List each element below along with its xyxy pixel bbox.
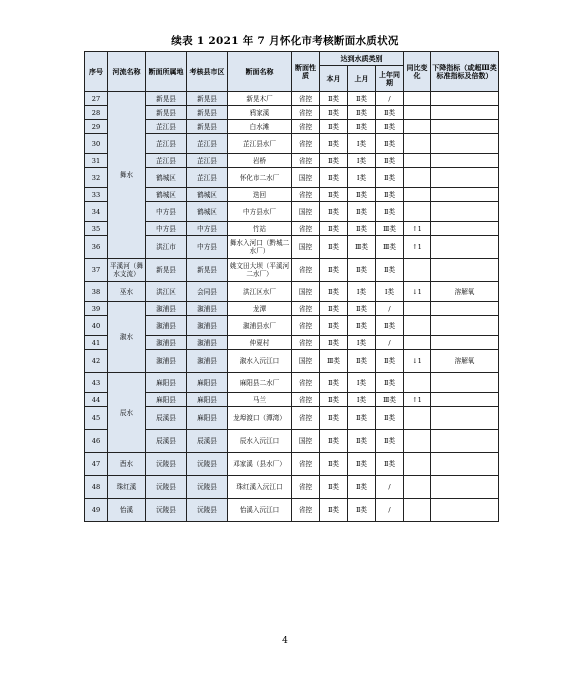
site-cell: 沅陵县: [146, 499, 187, 522]
table-row: [85, 350, 499, 373]
change-cell: [404, 476, 431, 499]
nature-cell: 国控: [292, 430, 320, 453]
county-cell: 溆浦县: [187, 336, 228, 350]
change-cell: [404, 302, 431, 316]
this-month-cell: Ⅱ类: [320, 188, 348, 202]
header-this-month: 本月: [320, 66, 348, 92]
this-month-cell: Ⅱ类: [320, 92, 348, 106]
last-month-cell: Ⅱ类: [348, 453, 376, 476]
indicator-cell: 溶解氧: [431, 282, 499, 302]
header-category-group: 达到水质类别: [320, 52, 404, 66]
nature-cell: 省控: [292, 476, 320, 499]
change-cell: [404, 120, 431, 134]
this-month-cell: Ⅱ类: [320, 106, 348, 120]
site-cell: 溆浦县: [146, 336, 187, 350]
river-name-cell: 珠红溪: [108, 476, 146, 499]
change-cell: ↑1: [404, 222, 431, 236]
row-number: 29: [85, 120, 108, 134]
row-number: 47: [85, 453, 108, 476]
table-row: [85, 92, 499, 106]
last-month-cell: Ⅱ类: [348, 222, 376, 236]
change-cell: [404, 453, 431, 476]
county-cell: 麻阳县: [187, 393, 228, 407]
last-year-cell: Ⅱ类: [376, 134, 404, 154]
last-month-cell: Ⅲ类: [348, 236, 376, 259]
section-name-cell: 溆水入沅江口: [228, 350, 292, 373]
table-row: [85, 453, 499, 476]
this-month-cell: Ⅱ类: [320, 407, 348, 430]
site-cell: 麻阳县: [146, 393, 187, 407]
this-month-cell: Ⅱ类: [320, 453, 348, 476]
last-month-cell: Ⅱ类: [348, 259, 376, 282]
county-cell: 新晃县: [187, 92, 228, 106]
table-title: 续表 1 2021 年 7 月怀化市考核断面水质状况: [171, 35, 399, 47]
nature-cell: 国控: [292, 168, 320, 188]
row-number: 34: [85, 202, 108, 222]
indicator-cell: [431, 393, 499, 407]
table-row: [85, 259, 499, 282]
last-month-cell: Ⅰ类: [348, 393, 376, 407]
this-month-cell: Ⅱ类: [320, 499, 348, 522]
indicator-cell: [431, 222, 499, 236]
last-month-cell: Ⅱ类: [348, 316, 376, 336]
river-name-cell: 怡溪: [108, 499, 146, 522]
row-number: 46: [85, 430, 108, 453]
site-cell: 芷江县: [146, 134, 187, 154]
county-cell: 溆浦县: [187, 316, 228, 336]
site-cell: 麻阳县: [146, 373, 187, 393]
header-last-year: 上年同期: [376, 66, 404, 92]
indicator-cell: 溶解氧: [431, 350, 499, 373]
last-month-cell: Ⅱ类: [348, 430, 376, 453]
site-cell: 洪江区: [146, 282, 187, 302]
table-row: [85, 168, 499, 188]
change-cell: [404, 168, 431, 188]
last-year-cell: Ⅱ类: [376, 453, 404, 476]
nature-cell: 省控: [292, 92, 320, 106]
county-cell: 新晃县: [187, 259, 228, 282]
row-number: 49: [85, 499, 108, 522]
table-row: [85, 430, 499, 453]
indicator-cell: [431, 188, 499, 202]
table-row: [85, 336, 499, 350]
section-name-cell: 姚文田大坝（平溪河二水厂）: [228, 259, 292, 282]
nature-cell: 国控: [292, 350, 320, 373]
section-name-cell: 迭回: [228, 188, 292, 202]
change-cell: [404, 134, 431, 154]
this-month-cell: Ⅱ类: [320, 236, 348, 259]
nature-cell: 省控: [292, 336, 320, 350]
table-row: [85, 222, 499, 236]
nature-cell: 国控: [292, 236, 320, 259]
header-river: 河流名称: [108, 52, 146, 92]
site-cell: 洪江市: [146, 236, 187, 259]
county-cell: 中方县: [187, 222, 228, 236]
site-cell: 中方县: [146, 222, 187, 236]
change-cell: [404, 316, 431, 336]
last-month-cell: Ⅰ类: [348, 134, 376, 154]
site-cell: 新晃县: [146, 92, 187, 106]
change-cell: [404, 259, 431, 282]
section-name-cell: 新晃木厂: [228, 92, 292, 106]
county-cell: 鹤城区: [187, 188, 228, 202]
last-month-cell: Ⅰ类: [348, 282, 376, 302]
table-row: [85, 373, 499, 393]
last-year-cell: Ⅱ类: [376, 188, 404, 202]
header-site: 断面所属地: [146, 52, 187, 92]
this-month-cell: Ⅱ类: [320, 393, 348, 407]
last-year-cell: Ⅰ类: [376, 282, 404, 302]
indicator-cell: [431, 168, 499, 188]
section-name-cell: 中方县水厂: [228, 202, 292, 222]
last-month-cell: Ⅰ类: [348, 373, 376, 393]
change-cell: [404, 336, 431, 350]
section-name-cell: 辰水入沅江口: [228, 430, 292, 453]
table-row: [85, 393, 499, 407]
indicator-cell: [431, 430, 499, 453]
site-cell: 新晃县: [146, 106, 187, 120]
county-cell: 芷江县: [187, 154, 228, 168]
site-cell: 新晃县: [146, 259, 187, 282]
row-number: 42: [85, 350, 108, 373]
header-seq: 序号: [85, 52, 108, 92]
this-month-cell: Ⅱ类: [320, 282, 348, 302]
last-year-cell: /: [376, 476, 404, 499]
indicator-cell: [431, 373, 499, 393]
row-number: 40: [85, 316, 108, 336]
site-cell: 溆浦县: [146, 350, 187, 373]
table-row: [85, 302, 499, 316]
last-year-cell: Ⅱ类: [376, 259, 404, 282]
site-cell: 辰溪县: [146, 407, 187, 430]
last-year-cell: Ⅱ类: [376, 350, 404, 373]
nature-cell: 省控: [292, 302, 320, 316]
change-cell: [404, 106, 431, 120]
site-cell: 溆浦县: [146, 316, 187, 336]
table-row: [85, 499, 499, 522]
nature-cell: 省控: [292, 222, 320, 236]
last-month-cell: Ⅱ类: [348, 499, 376, 522]
last-year-cell: Ⅲ类: [376, 236, 404, 259]
county-cell: 沅陵县: [187, 499, 228, 522]
section-name-cell: 溆浦县水厂: [228, 316, 292, 336]
last-year-cell: Ⅱ类: [376, 373, 404, 393]
this-month-cell: Ⅱ类: [320, 476, 348, 499]
site-cell: 沅陵县: [146, 476, 187, 499]
section-name-cell: 洪江区水厂: [228, 282, 292, 302]
header-last-month: 上月: [348, 66, 376, 92]
section-name-cell: 麻阳县二水厂: [228, 373, 292, 393]
last-month-cell: Ⅱ类: [348, 92, 376, 106]
this-month-cell: Ⅱ类: [320, 154, 348, 168]
table-row: [85, 316, 499, 336]
nature-cell: 省控: [292, 259, 320, 282]
change-cell: [404, 92, 431, 106]
county-cell: 新晃县: [187, 120, 228, 134]
table-row: [85, 282, 499, 302]
row-number: 48: [85, 476, 108, 499]
last-year-cell: Ⅱ类: [376, 120, 404, 134]
row-number: 33: [85, 188, 108, 202]
change-cell: [404, 407, 431, 430]
water-quality-table: [84, 51, 499, 522]
section-name-cell: 龙埠渡口（潭湾）: [228, 407, 292, 430]
nature-cell: 省控: [292, 154, 320, 168]
last-month-cell: Ⅱ类: [348, 350, 376, 373]
county-cell: 沅陵县: [187, 453, 228, 476]
this-month-cell: Ⅲ类: [320, 350, 348, 373]
last-month-cell: Ⅱ类: [348, 106, 376, 120]
change-cell: ↓1: [404, 350, 431, 373]
county-cell: 麻阳县: [187, 407, 228, 430]
last-month-cell: Ⅱ类: [348, 407, 376, 430]
indicator-cell: [431, 106, 499, 120]
section-name-cell: 岩桥: [228, 154, 292, 168]
river-name-chenshui: 辰水: [108, 373, 146, 453]
county-cell: 麻阳县: [187, 373, 228, 393]
last-year-cell: Ⅱ类: [376, 202, 404, 222]
indicator-cell: [431, 316, 499, 336]
indicator-cell: [431, 120, 499, 134]
row-number: 41: [85, 336, 108, 350]
section-name-cell: 邓家溪（县水厂）: [228, 453, 292, 476]
nature-cell: 省控: [292, 373, 320, 393]
last-year-cell: Ⅱ类: [376, 316, 404, 336]
table-row: [85, 106, 499, 120]
nature-cell: 省控: [292, 106, 320, 120]
row-number: 39: [85, 302, 108, 316]
page-number: 4: [282, 636, 288, 646]
this-month-cell: Ⅱ类: [320, 222, 348, 236]
section-name-cell: 舞水入河口（黔城二水厂）: [228, 236, 292, 259]
header-name: 断面名称: [228, 52, 292, 92]
table-row: [85, 188, 499, 202]
last-year-cell: Ⅱ类: [376, 106, 404, 120]
row-number: 43: [85, 373, 108, 393]
header-nature: 断面性质: [292, 52, 320, 92]
last-month-cell: Ⅰ类: [348, 336, 376, 350]
change-cell: [404, 154, 431, 168]
last-month-cell: Ⅰ类: [348, 154, 376, 168]
section-name-cell: 仲夏村: [228, 336, 292, 350]
site-cell: 鹤城区: [146, 188, 187, 202]
this-month-cell: Ⅱ类: [320, 134, 348, 154]
section-name-cell: 怡溪入沅江口: [228, 499, 292, 522]
site-cell: 芷江县: [146, 120, 187, 134]
last-month-cell: Ⅱ类: [348, 188, 376, 202]
site-cell: 沅陵县: [146, 453, 187, 476]
indicator-cell: [431, 453, 499, 476]
indicator-cell: [431, 336, 499, 350]
this-month-cell: Ⅱ类: [320, 168, 348, 188]
this-month-cell: Ⅱ类: [320, 373, 348, 393]
indicator-cell: [431, 202, 499, 222]
last-month-cell: Ⅱ类: [348, 120, 376, 134]
indicator-cell: [431, 476, 499, 499]
indicator-cell: [431, 499, 499, 522]
this-month-cell: Ⅱ类: [320, 202, 348, 222]
change-cell: [404, 373, 431, 393]
table-row: [85, 120, 499, 134]
row-number: 31: [85, 154, 108, 168]
row-number: 37: [85, 259, 108, 282]
nature-cell: 国控: [292, 202, 320, 222]
indicator-cell: [431, 154, 499, 168]
county-cell: 沅陵县: [187, 476, 228, 499]
row-number: 35: [85, 222, 108, 236]
last-year-cell: Ⅱ类: [376, 407, 404, 430]
section-name-cell: 鸦家溪: [228, 106, 292, 120]
last-month-cell: Ⅱ类: [348, 202, 376, 222]
this-month-cell: Ⅱ类: [320, 120, 348, 134]
row-number: 27: [85, 92, 108, 106]
table-row: [85, 407, 499, 430]
change-cell: ↓1: [404, 282, 431, 302]
indicator-cell: [431, 302, 499, 316]
this-month-cell: Ⅱ类: [320, 302, 348, 316]
section-name-cell: 白水滩: [228, 120, 292, 134]
river-name-cell: 巫水: [108, 282, 146, 302]
county-cell: 会同县: [187, 282, 228, 302]
row-number: 32: [85, 168, 108, 188]
last-year-cell: Ⅱ类: [376, 168, 404, 188]
county-cell: 新晃县: [187, 106, 228, 120]
row-number: 30: [85, 134, 108, 154]
row-number: 36: [85, 236, 108, 259]
section-name-cell: 马兰: [228, 393, 292, 407]
table-row: [85, 476, 499, 499]
last-year-cell: /: [376, 302, 404, 316]
this-month-cell: Ⅱ类: [320, 316, 348, 336]
header-county: 考核县市区: [187, 52, 228, 92]
site-cell: 辰溪县: [146, 430, 187, 453]
section-name-cell: 龙潭: [228, 302, 292, 316]
this-month-cell: Ⅱ类: [320, 430, 348, 453]
river-name-wushui: 舞水: [108, 92, 146, 259]
site-cell: 溆浦县: [146, 302, 187, 316]
county-cell: 芷江县: [187, 168, 228, 188]
county-cell: 溆浦县: [187, 350, 228, 373]
section-name-cell: 竹站: [228, 222, 292, 236]
nature-cell: 省控: [292, 120, 320, 134]
site-cell: 鹤城区: [146, 168, 187, 188]
last-year-cell: /: [376, 499, 404, 522]
indicator-cell: [431, 134, 499, 154]
table-row: [85, 236, 499, 259]
nature-cell: 国控: [292, 282, 320, 302]
change-cell: ↑1: [404, 393, 431, 407]
county-cell: 鹤城区: [187, 202, 228, 222]
nature-cell: 省控: [292, 393, 320, 407]
nature-cell: 省控: [292, 499, 320, 522]
indicator-cell: [431, 407, 499, 430]
last-year-cell: Ⅱ类: [376, 430, 404, 453]
county-cell: 辰溪县: [187, 430, 228, 453]
indicator-cell: [431, 92, 499, 106]
indicator-cell: [431, 236, 499, 259]
indicator-cell: [431, 259, 499, 282]
county-cell: 芷江县: [187, 134, 228, 154]
nature-cell: 省控: [292, 407, 320, 430]
nature-cell: 省控: [292, 188, 320, 202]
change-cell: [404, 430, 431, 453]
table-row: [85, 134, 499, 154]
this-month-cell: Ⅱ类: [320, 336, 348, 350]
change-cell: [404, 499, 431, 522]
last-year-cell: Ⅱ类: [376, 154, 404, 168]
site-cell: 中方县: [146, 202, 187, 222]
last-month-cell: Ⅱ类: [348, 476, 376, 499]
last-month-cell: Ⅰ类: [348, 168, 376, 188]
last-year-cell: Ⅲ类: [376, 222, 404, 236]
last-year-cell: /: [376, 92, 404, 106]
table-row: [85, 202, 499, 222]
row-number: 28: [85, 106, 108, 120]
change-cell: [404, 188, 431, 202]
county-cell: 中方县: [187, 236, 228, 259]
site-cell: 芷江县: [146, 154, 187, 168]
section-name-cell: 怀化市二水厂: [228, 168, 292, 188]
river-name-cell: 平溪河（舞水支流）: [108, 259, 146, 282]
section-name-cell: 芷江县水厂: [228, 134, 292, 154]
row-number: 45: [85, 407, 108, 430]
nature-cell: 省控: [292, 453, 320, 476]
this-month-cell: Ⅱ类: [320, 259, 348, 282]
header-indicator: 下降指标（或超Ⅲ类标准指标及倍数）: [431, 52, 499, 92]
header-change: 同比变化: [404, 52, 431, 92]
row-number: 38: [85, 282, 108, 302]
nature-cell: 省控: [292, 134, 320, 154]
nature-cell: 省控: [292, 316, 320, 336]
row-number: 44: [85, 393, 108, 407]
county-cell: 溆浦县: [187, 302, 228, 316]
last-year-cell: Ⅲ类: [376, 393, 404, 407]
river-name-qushui: 溆水: [108, 302, 146, 373]
change-cell: [404, 202, 431, 222]
section-name-cell: 珠红溪入沅江口: [228, 476, 292, 499]
last-month-cell: Ⅱ类: [348, 302, 376, 316]
river-name-cell: 酉水: [108, 453, 146, 476]
last-year-cell: /: [376, 336, 404, 350]
table-row: [85, 154, 499, 168]
change-cell: ↑1: [404, 236, 431, 259]
